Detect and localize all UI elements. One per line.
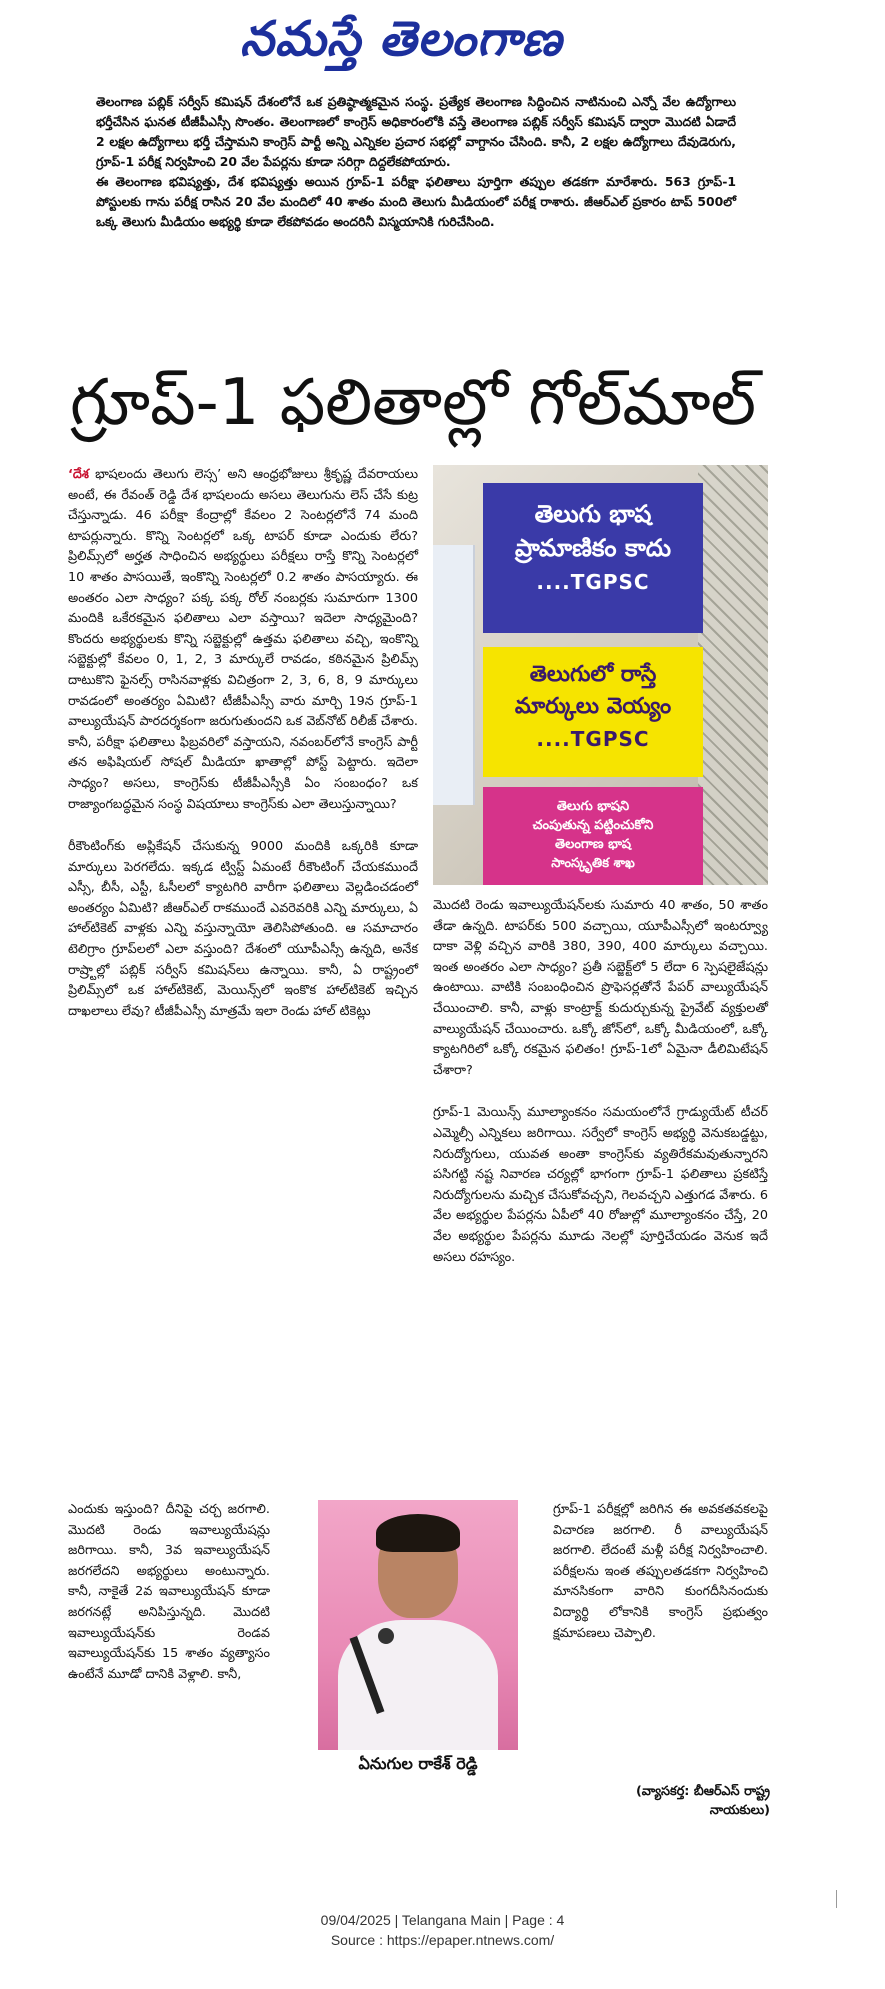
banner-text: తెలుగులో రాస్తే — [529, 662, 657, 687]
microphone-head-icon — [378, 1628, 394, 1644]
banner-blue — [483, 483, 703, 633]
headline: గ్రూప్-1 ఫలితాల్లో గోల్‌మాల్ — [70, 366, 757, 440]
paragraph-text: భాషలందు తెలుగు లెస్స’ అని ఆంధ్రభోజులు శ్రీకృష్ణ దేవరాయలు అంటే, ఈ రేవంత్ రెడ్డి దేశ భాషలందు అసలు తెలుగును లెస్ చేసే కుట్ర చేస్తున్నాడు. 46 పరీక్షా కేంద్రాల్లో కేవలం 2 సెంటర్లలోనే 74 మంది టాపర్లున్నారు. కొన్ని సెంటర్లలో ఒక్క టాపర్ కూడా ఎందుకు లేరు? ప్రిలిమ్స్‌లో అర్హత సాధించిన అభ్యర్థులు పరీక్షలు రాస్తే కొన్ని సెంటర్లలో 10 శాతం పాసయితే, ఇంకొన్ని సెంటర్లలో 0.2 శాతం పాసయ్యారు. ఈ అంతరం ఎలా సాధ్యం? పక్క పక్క రోల్ నంబర్లకు సుమారుగా 1300 మందికి ఒకేరకమైన ఫలితాలు ఎలా వస్తాయి? ఇదెలా సాధ్యమైంది? కొందరు అభ్యర్థులకు కొన్ని సబ్జెక్టుల్లో ఉత్తమ ఫలితాలు వచ్చి, ఇంకొన్ని సబ్జెక్టుల్లో కేవలం 0, 1, 2, 3 మార్కులే రావడం, కఠినమైన ప్రిలిమ్స్ దాటుకొని ఫైనల్స్ రాసినవాళ్లకు విచిత్రంగా 2, 3, 6, 8, 9 మార్కులు రావడంలో అంతర్యం ఏమిటి? టీజీపీఎస్సీ వారు మార్చి 19న గ్రూప్-1 వాల్యుయేషన్ పారదర్శకంగా జరుగుతుందని ఒక వెబ్‌నోట్ రిలీజ్ చేశారు. కానీ, పరీక్షా ఫలితాలు ఫిబ్రవరిలో వస్తాయని, నవంబర్‌లోనే కాంగ్రెస్ పార్టీ తన అఫిషియల్ సోషల్ మీడియా ఖాతాల్లో పోస్ట్ పెట్టారు. ఇదెలా సాధ్యం? అసలు, కాంగ్రెస్‌కు టీజీపీఎస్సీకి ఏం సంబంధం? ఒక రాజ్యాంగబద్ధమైన సంస్థ విషయాలు కాంగ్రెస్‌కు ఎలా తెలుస్తున్నాయి? — [68, 467, 418, 812]
banner-sub: ....TGPSC — [536, 570, 650, 594]
intro-paragraph: ఈ తెలంగాణ భవిష్యత్తు, దేశ భవిష్యత్తు అయిన గ్రూప్-1 పరీక్షా ఫలితాలు పూర్తిగా తప్పుల తడకగా మారేశారు. 563 గ్రూప్-1 పోస్టులకు గాను పరీక్ష రాసిన 20 వేల మందిలో 40 శాతం మంది తెలుగు మీడియంలో పరీక్ష రాశారు. జీఆర్ఎల్ ప్రకారం టాప్ 500లో ఒక్క తెలుగు మీడియం అభ్యర్థి కూడా లేకపోవడం అందరినీ విస్మయానికి గురిచేసింది. — [96, 174, 736, 229]
footer-date-line: 09/04/2025 | Telangana Main | Page : 4 — [320, 1912, 565, 1928]
banner-text: ప్రామాణికం కాదు — [514, 534, 672, 562]
credit-line: నాయకులు) — [709, 1803, 770, 1818]
banner-text: మార్కులు వెయ్యం — [514, 694, 672, 719]
banner-text: చంపుతున్న పట్టించుకోని — [532, 818, 654, 833]
article-column-left — [68, 465, 418, 1044]
article-paragraph: మొదటి రెండు ఇవాల్యుయేషన్‌లకు సుమారు 40 శాతం, 50 శాతం తేడా ఉన్నది. టాపర్‌కు 500 వచ్చాయి, యూపీఎస్సీలో ఇంటర్వ్యూ దాకా వెళ్లి వచ్చిన వారికి 380, 390, 400 మార్కులు వచ్చాయి. ఇంత అంతరం ఎలా సాధ్యం? ప్రతీ సబ్జెక్ట్‌లో 5 లేదా 6 స్పెషలైజేషన్లు ఉంటాయి. వాటికి సంబంధించిన ప్రొఫెసర్లతోనే పేపర్ వాల్యుయేషన్ చేయించాలి. కానీ, వాళ్లు కాంట్రాక్ట్ కుదుర్చుకున్న ప్రైవేట్ వ్యక్తులతో వాల్యుయేషన్ చేయించారు. ఒక్కో జోన్‌లో, ఒక్కో మీడియంలో, ఒక్కో క్యాటగిరిలో ఒక్కో రకమైన ఫలితం! గ్రూప్-1లో ఏమైనా డీలిమిటేషన్ చేశారా? — [433, 898, 768, 1078]
footer-source-line: Source : https://epaper.ntnews.com/ — [330, 1932, 555, 1948]
banner-text: తెలుగు భాషని — [556, 799, 630, 814]
article-paragraph: గ్రూప్-1 మెయిన్స్ మూల్యాంకనం సమయంలోనే గ్రాడ్యుయేట్ టీచర్ ఎమ్మెల్సీ ఎన్నికలు జరిగాయి. సర్వేలో కాంగ్రెస్ అభ్యర్థి వెనుకబడ్డట్టు, నిరుద్యోగులు, యువత అంతా కాంగ్రెస్‌కు వ్యతిరేకమవుతున్నారని పసిగట్టి నష్ట నివారణ చర్యల్లో భాగంగా గ్రూప్-1 ఫలితాలు ప్రకటిస్తే నిరుద్యోగులను మచ్చిక చేసుకోవచ్చని, గెలవచ్చని ఎత్తుగడ వేశారు. 6 వేల అభ్యర్థుల పేపర్లను ఏపీలో 40 రోజుల్లో మూల్యాంకనం చేస్తే, 20 వేల అభ్యర్థుల పేపర్లను మూడు నెలల్లో పూర్తిచేయడం వెనుక ఇదే అసలు రహస్యం. — [433, 1105, 768, 1265]
edge-rule — [836, 1890, 837, 1908]
page-footer — [0, 1910, 885, 1950]
article-column-right — [433, 896, 768, 1290]
article-column-right-lower — [553, 1500, 768, 1666]
banner-text: తెలంగాణ భాష — [555, 837, 631, 852]
article-paragraph — [68, 465, 418, 815]
article-paragraph: ఎందుకు ఇస్తుంది? దీనిపై చర్చ జరగాలి. మొదటి రెండు ఇవాల్యుయేషన్లు జరిగాయి. కానీ, 3వ ఇవాల్యుయేషన్ జరగలేదని అభ్యర్థులు అంటున్నారు. కానీ, నాకైతే 2వ ఇవాల్యుయేషన్ కూడా జరగనట్లే అనిపిస్తున్నది. మొదటి ఇవాల్యుయేషన్‌కు రెండవ ఇవాల్యుయేషన్‌కు 15 శాతం వ్యత్యాసం ఉంటేనే మూడో దానికి వెళ్లాలి. కానీ, — [68, 1502, 270, 1682]
intro-paragraph: తెలంగాణ పబ్లిక్ సర్వీస్ కమిషన్ దేశంలోనే ఒక ప్రతిష్ఠాత్మకమైన సంస్థ. ప్రత్యేక తెలంగాణ సిద్ధించిన నాటినుంచి ఎన్నో వేల ఉద్యోగాలు భర్తీచేసిన ఘనత టీజీపీఎస్సీ సొంతం. తెలంగాణలో కాంగ్రెస్ అధికారంలోకి వస్తే తెలంగాణ పబ్లిక్ సర్వీస్ కమిషన్ ద్వారా మొదటి ఏడాదే 2 లక్షల ఉద్యోగాలు భర్తీ చేస్తామని కాంగ్రెస్ పార్టీ అన్ని ఎన్నికల ప్రచార సభల్లో వాగ్దానం చేసింది. కానీ, 2 లక్షల ఉద్యోగాలు దేవుడెరుగు, గ్రూప్-1 పరీక్ష నిర్వహించి 20 వేల పేపర్లను కూడా సరిగ్గా దిద్దలేకపోయారు. — [96, 94, 736, 169]
banner-sub: ....TGPSC — [536, 727, 650, 751]
author-credit — [600, 1782, 770, 1820]
credit-line: (వ్యాసకర్త: బీఆర్‌ఎస్ రాష్ట్ర — [635, 1784, 770, 1799]
lead-word: ‘దేశ — [68, 467, 89, 482]
banner-yellow — [483, 647, 703, 777]
banner-text: సాంస్కృతిక శాఖ — [551, 856, 635, 871]
article-column-left-lower — [68, 1500, 270, 1707]
masthead-title: నమస్తే తెలంగాణ — [240, 11, 563, 67]
fence — [698, 465, 768, 885]
intro-box — [96, 92, 736, 232]
article-paragraph: రీకౌంటింగ్‌కు అప్లికేషన్ చేసుకున్న 9000 మందికి ఒక్కరికి కూడా మార్కులు పెరగలేదు. ఇక్కడ ట్విస్ట్ ఏమంటే రీకౌంటింగ్ చేయకముందే ఎస్సీ, బీసీ, ఎస్టీ, ఓసీలలో క్యాటగిరి వారీగా ఫలితాలు వెల్లడించడంలో అంతర్యం ఏమిటి? జీఆర్ఎల్ రాకముందే ఎవరెవరికి ఎన్ని మార్కులు, ఏ హాల్‌టికెట్ వాళ్లకు ఎన్ని వస్తున్నాయో తెలిసిపోతుంది. ఆ సమాచారం టెలిగ్రాం గ్రూప్‌లలో ఎలా వస్తుంది? దేశంలో యూపీఎస్సీ ఉన్నది, అనేక రాష్ర్టాల్లో పబ్లిక్ సర్వీస్ కమిషన్‌లు ఉన్నాయి. కానీ, ఏ రాష్ట్రంలో ప్రిలిమ్స్‌లో ఒక హాల్‌టికెట్, మెయిన్స్‌లో ఇంకొక హాల్‌టికెట్ ఇచ్చిన దాఖలాలు లేవు? టీజీపీఎస్సీ మాత్రమే ఇలా రెండు హాల్ టికెట్లు — [68, 839, 418, 1019]
photo-hair — [376, 1514, 460, 1552]
side-banner — [433, 545, 475, 805]
protest-banner-photo — [433, 465, 768, 885]
banner-text: తెలుగు భాష — [534, 500, 652, 528]
photo-caption: ఏనుగుల రాకేశ్ రెడ్డి — [358, 1754, 478, 1773]
photo-shirt — [338, 1620, 498, 1750]
article-paragraph: గ్రూప్-1 పరీక్షల్లో జరిగిన ఈ అవకతవకలపై విచారణ జరగాలి. రీ వాల్యుయేషన్ జరగాలి. లేదంటే మళ్లీ పరీక్ష నిర్వహించాలి. పరీక్షలను ఇంత తప్పులతడకగా నిర్వహించి మానసికంగా వారిని కుంగదీసినందుకు విద్యార్థి లోకానికి కాంగ్రెస్ ప్రభుత్వం క్షమాపణలు చెప్పాలి. — [553, 1502, 768, 1641]
banner-pink — [483, 787, 703, 885]
author-photo — [318, 1500, 518, 1750]
